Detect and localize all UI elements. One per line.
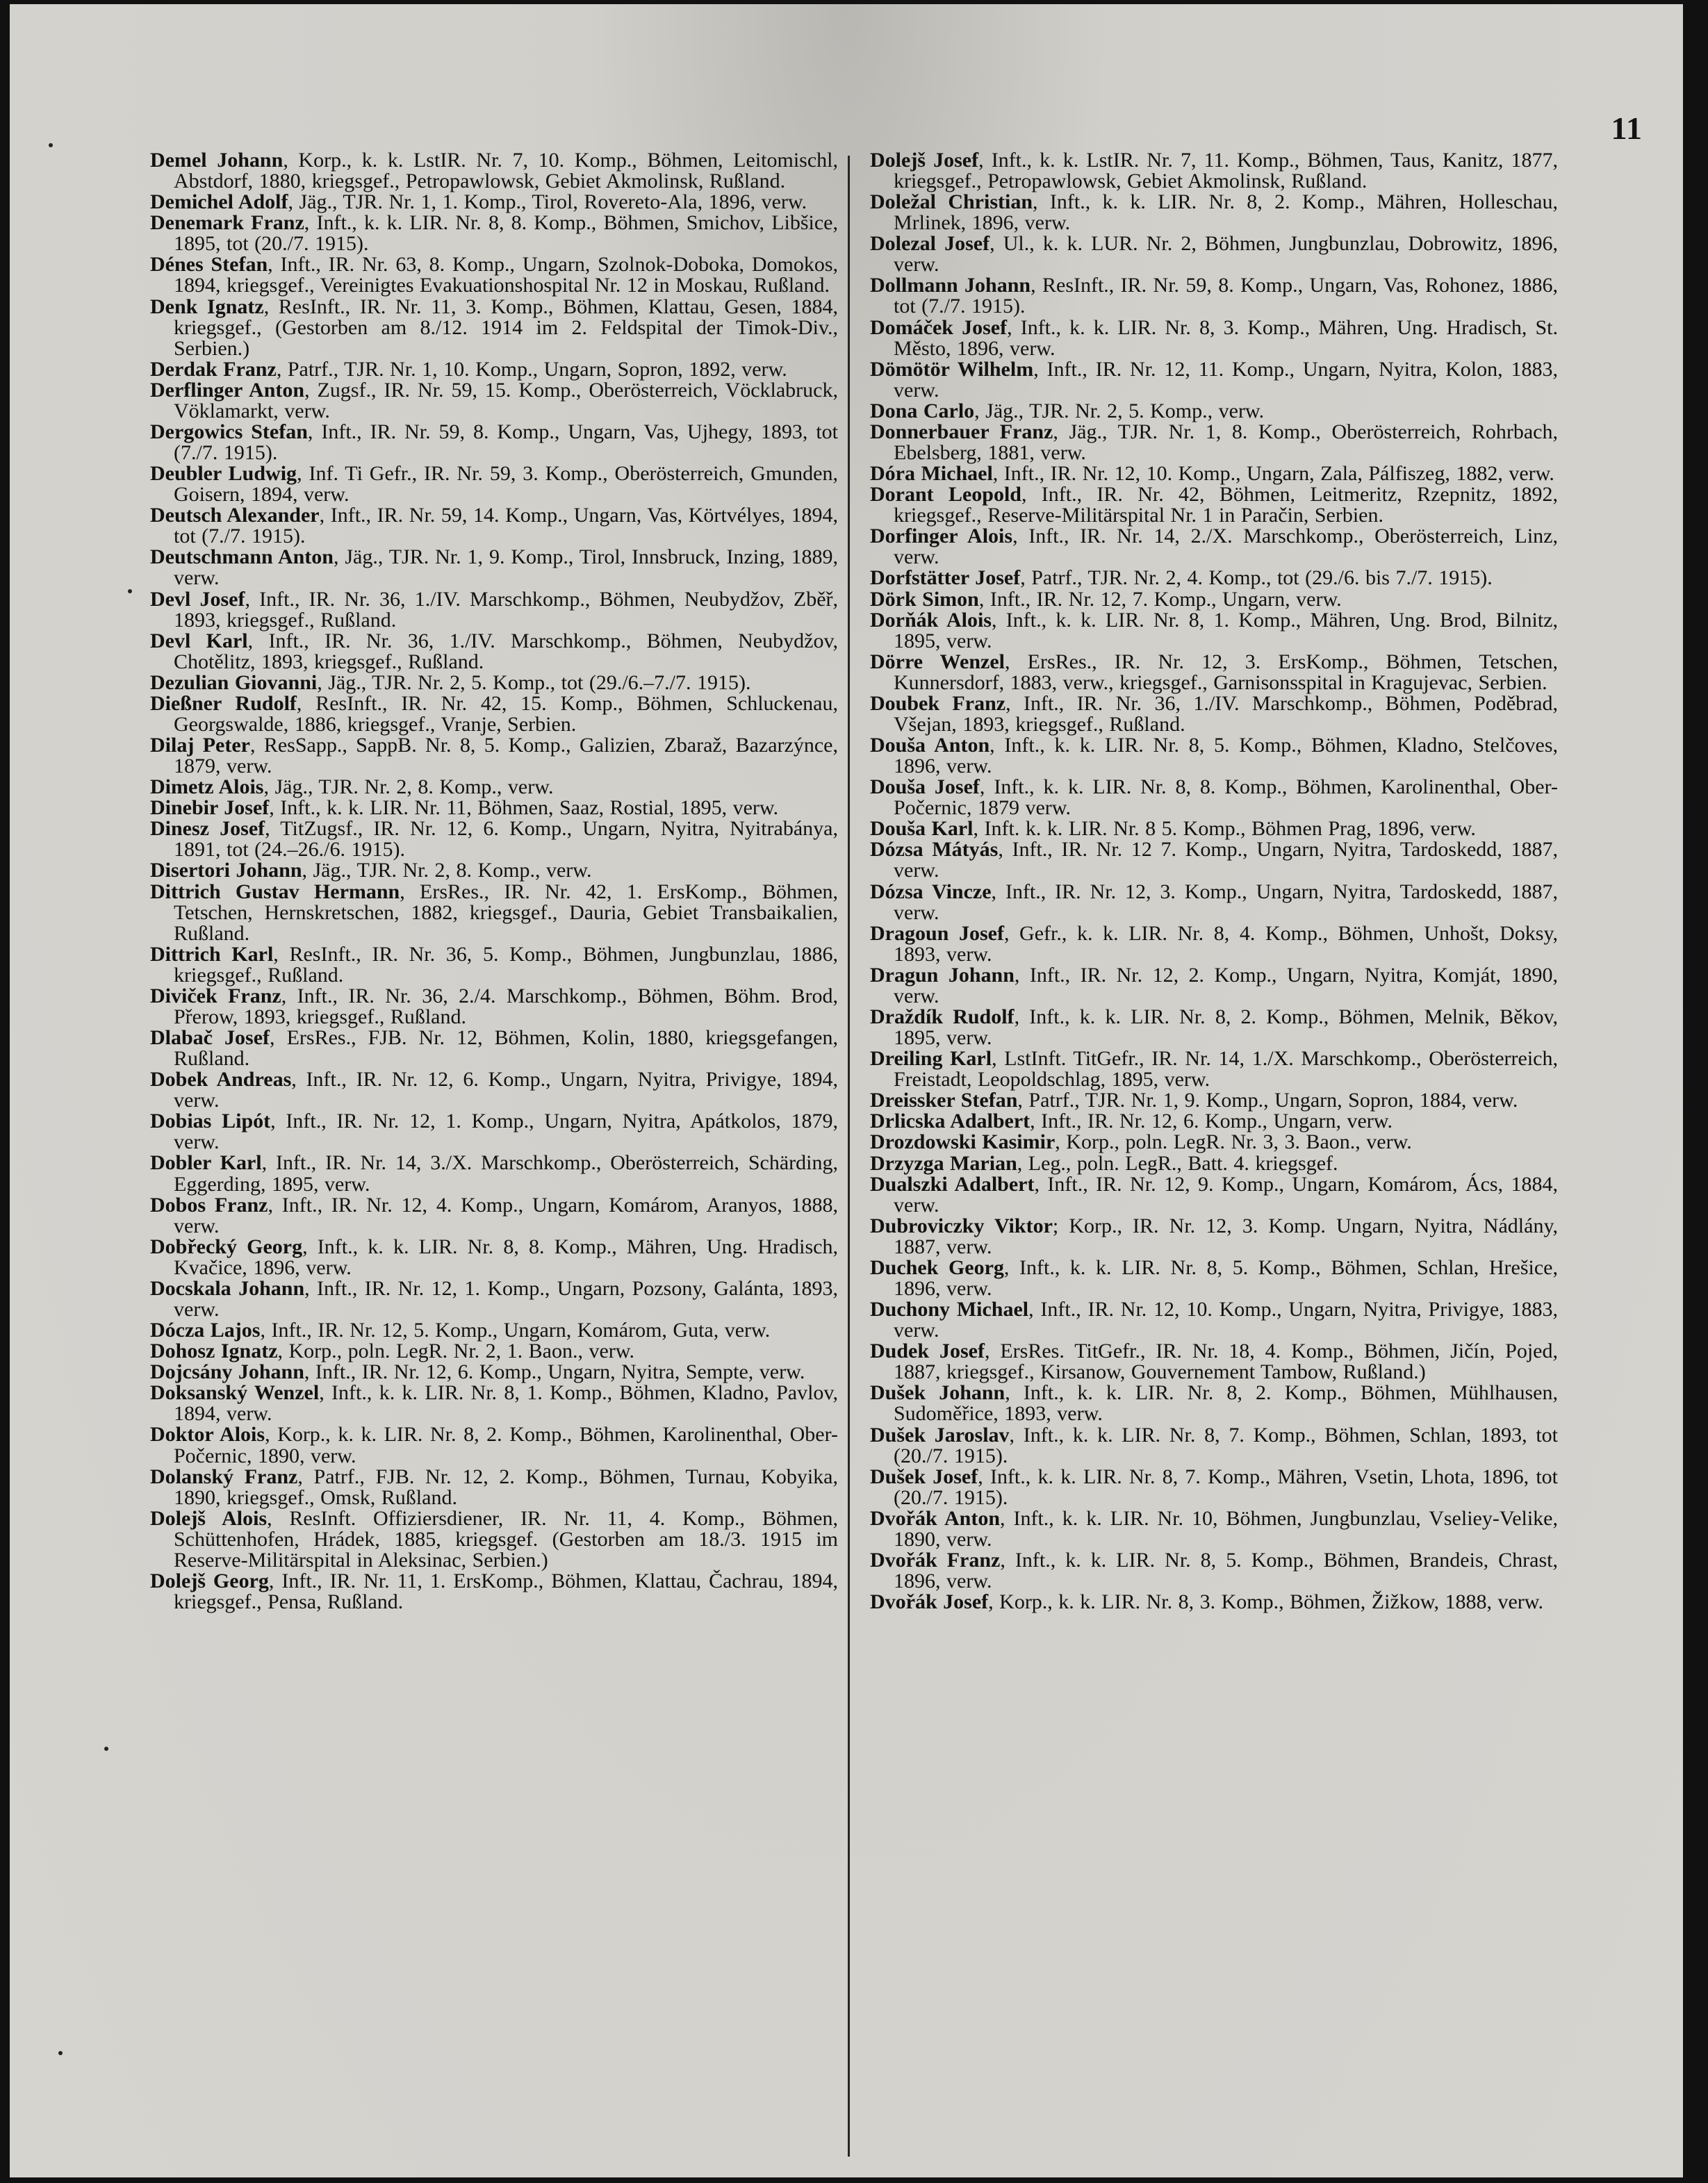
entry-details: , Inft., IR. Nr. 12, 6. Komp., Ungarn, Nyitra, Privigye, 1894, verw. [174,1068,838,1112]
entry-name: Dušek Jaroslav [870,1423,1010,1447]
entry-details: , Gefr., k. k. LIR. Nr. 8, 4. Komp., Böhmen, Unhošt, Doksy, 1893, verw. [894,921,1558,966]
roster-entry [150,986,838,1028]
entry-details: , Inft., IR. Nr. 12, 4. Komp., Ungarn, Komárom, Aranyos, 1888, verw. [174,1193,838,1237]
roster-entry [150,670,838,694]
entry-name: Drlicska Adalbert [870,1110,1030,1133]
entry-details: , Jäg., TJR. Nr. 1, 8. Komp., Oberösterreich, Rohrbach, Ebelsberg, 1881, verw. [894,420,1558,464]
roster-entry [870,359,1558,401]
entry-name: Douša Karl [870,817,974,841]
entry-details: , Inft., IR. Nr. 14, 3./X. Marschkomp., Oberösterreich, Schärding, Eggerding, 1895, verw. [174,1151,838,1196]
entry-name: Douša Josef [870,775,980,799]
roster-entry [150,463,838,505]
entry-name: Dreissker Stefan [870,1089,1018,1112]
roster-entry [870,233,1558,275]
entry-name: Dezulian Giovanni [150,670,318,694]
entry-details: , Jäg., TJR. Nr. 2, 5. Komp., verw. [974,399,1265,422]
entry-name: Drzyzga Marian [870,1151,1017,1175]
roster-entry [150,1508,838,1571]
roster-entry [150,297,838,359]
entry-name: Dörre Wenzel [870,650,1005,673]
roster-entry [870,1153,1558,1174]
roster-entry [150,589,838,631]
entry-details: , Inft., k. k. LIR. Nr. 10, Böhmen, Jungbunzlau, Vseliey-Velike, 1890, verw. [894,1506,1558,1551]
paper-speck [104,1747,108,1751]
entry-details: , Inft., IR. Nr. 12, 10. Komp., Ungarn, Nyitra, Privigye, 1883, verw. [894,1298,1558,1342]
entry-details: , Inft., IR. Nr. 42, Böhmen, Leitmeritz, Rzepnitz, 1892, kriegsgef., Reserve-Militärspital Nr. 1 in Paračin, Serbien. [894,483,1558,527]
entry-name: Derflinger Anton [150,378,305,402]
entry-name: Deubler Ludwig [150,462,297,486]
entry-name: Dimetz Alois [150,775,264,799]
entry-details: , Leg., poln. LegR., Batt. 4. kriegsgef. [1017,1151,1338,1175]
entry-details: , ResInft., IR. Nr. 11, 3. Komp., Böhmen, Klattau, Gesen, 1884, kriegsgef., (Gestorben am 8./12. 1914 im 2. Feldspital der Timok-Div., Serbien.) [174,295,838,360]
entry-details: , Inft., IR. Nr. 12, 9. Komp., Ungarn, Komárom, Ács, 1884, verw. [894,1172,1558,1217]
roster-entry [870,315,1558,360]
paper-speck [128,589,132,593]
roster-entry [150,254,838,296]
entry-details: , Inft., k. k. LIR. Nr. 8, 3. Komp., Mähren, Ung. Hradisch, St. Město, 1896, verw. [894,315,1558,360]
entry-details: , Inft., k. k. LIR. Nr. 8, 5. Komp., Böhmen, Schlan, Hrešice, 1896, verw. [894,1255,1559,1300]
entry-name: Domáček Josef [870,315,1008,339]
entry-name: Dollmann Johann [870,274,1031,297]
roster-entry [150,1111,838,1153]
entry-details: , Inft., k. k. LIR. Nr. 8, 8. Komp., Mähren, Ung. Hradisch, Kvačice, 1896, verw. [174,1235,838,1279]
entry-details: , Inft., IR. Nr. 12, 6. Komp., Ungarn, verw. [1030,1110,1393,1133]
roster-entry [150,150,838,192]
roster-entry [870,610,1558,652]
entry-details: , Korp., k. k. LIR. Nr. 8, 2. Komp., Böhmen, Karolinenthal, Ober-Počernic, 1890, verw. [174,1423,838,1467]
entry-name: Dragoun Josef [870,921,1004,945]
entry-details: , ErsRes. TitGefr., IR. Nr. 18, 4. Komp., Böhmen, Jičín, Pojed, 1887, kriegsgef., Kirsanow, Gouvernement Tambow, Rußland.) [894,1340,1558,1384]
entry-name: Dolejš Josef [870,149,979,172]
entry-details: , Inft., k. k. LIR. Nr. 8, 5. Komp., Böhmen, Kladno, Stelčoves, 1896, verw. [894,734,1558,778]
roster-entry [870,818,1558,839]
roster-entry [870,1383,1558,1424]
entry-details: , ResInft. Offiziersdiener, IR. Nr. 11, 4. Komp., Böhmen, Schüttenhofen, Hrádek, 1885, kriegsgef. (Gestorben am 18./3. 1915 im Reserve-Militärspital in Aleksinac, Serbien.) [174,1506,838,1572]
entry-details: , Inft., k. k. LIR. Nr. 8, 2. Komp., Mähren, Holleschau, Mrlinek, 1896, verw. [894,190,1558,235]
entry-details: , Inft., k. k. LIR. Nr. 8, 8. Komp., Böhmen, Karolinenthal, Ober-Počernic, 1879 verw. [894,775,1558,820]
roster-entry [870,1299,1558,1341]
entry-name: Dorfinger Alois [870,525,1013,548]
entry-name: Dušek Josef [870,1465,978,1488]
entry-name: Dolezal Josef [870,232,990,256]
entry-name: Dvořák Franz [870,1548,1001,1572]
entry-name: Dragun Johann [870,963,1015,987]
right-column [870,150,1558,1613]
entry-name: Dojcsány Johann [150,1360,304,1384]
entry-details: , Korp., poln. LegR. Nr. 3, 3. Baon., verw. [1055,1130,1412,1154]
entry-name: Dießner Rudolf [150,691,297,715]
roster-entry [150,735,838,777]
entry-name: Dittrich Karl [150,942,274,966]
roster-entry [870,589,1558,610]
entry-details: , Inft., IR. Nr. 12, 5. Komp., Ungarn, Komárom, Guta, verw. [260,1319,771,1342]
entry-details: , Zugsf., IR. Nr. 59, 15. Komp., Oberösterreich, Vöcklabruck, Vöklamarkt, verw. [174,378,838,422]
paper-speck [58,2051,63,2055]
roster-entry [150,505,838,547]
roster-entry [870,1467,1558,1508]
entry-name: Dolejš Alois [150,1506,268,1530]
document-page [10,4,1683,2177]
entry-name: Dobřecký Georg [150,1235,303,1258]
roster-entry [870,693,1558,735]
entry-details: , Inft., IR. Nr. 36, 1./IV. Marschkomp., Böhmen, Neubydžov, Chotělitz, 1893, kriegsgef., Rußland. [174,629,838,673]
entry-details: , Inft., k. k. LIR. Nr. 8, 1. Komp., Böhmen, Kladno, Pavlov, 1894, verw. [174,1381,838,1426]
roster-entry [870,1508,1558,1550]
entry-name: Denemark Franz [150,211,304,235]
roster-entry [150,1362,838,1383]
roster-entry [150,192,838,213]
roster-entry [870,1048,1558,1090]
entry-details: , Inf. Ti Gefr., IR. Nr. 59, 3. Komp., Oberösterreich, Gmunden, Goisern, 1894, verw. [174,462,838,506]
entry-details: , Jäg., TJR. Nr. 2, 8. Komp., verw. [263,775,554,799]
entry-name: Derdak Franz [150,357,277,381]
roster-entry [150,860,838,881]
entry-details: , Inft., IR. Nr. 12, 1. Komp., Ungarn, Pozsony, Galánta, 1893, verw. [174,1276,838,1321]
entry-name: Dlabač Josef [150,1026,270,1050]
roster-entry [870,275,1558,317]
entry-details: , Inft., IR. Nr. 36, 2./4. Marschkomp., Böhmen, Böhm. Brod, Přerow, 1893, kriegsgef., Rußland. [174,984,838,1028]
roster-entry [870,526,1558,568]
entry-details: , Inft., k. k. LIR. Nr. 8, 7. Komp., Mähren, Vsetin, Lhota, 1896, tot (20./7. 1915). [894,1465,1558,1509]
entry-details: , Inft., IR. Nr. 12, 6. Komp., Ungarn, Nyitra, Sempte, verw. [304,1360,805,1384]
entry-name: Dilaj Peter [150,734,250,757]
entry-name: Drozdowski Kasimir [870,1130,1056,1154]
entry-details: , Inft., k. k. LIR. Nr. 11, Böhmen, Saaz, Rostial, 1895, verw. [269,796,779,820]
entry-name: Devl Karl [150,629,248,652]
entry-details: , Inft., IR. Nr. 12, 10. Komp., Ungarn, Zala, Pálfiszeg, 1882, verw. [992,462,1554,486]
entry-name: Dorňák Alois [870,608,992,632]
roster-entry [870,777,1558,818]
entry-details: , Korp., k. k. LIR. Nr. 8, 3. Komp., Böhmen, Žižkow, 1888, verw. [988,1590,1544,1614]
roster-entry [870,484,1558,526]
entry-details: , Inft., IR. Nr. 12, 3. Komp., Ungarn, Nyitra, Tardoskedd, 1887, verw. [894,880,1558,924]
entry-name: Dobos Franz [150,1193,268,1217]
roster-entry [870,1425,1558,1467]
entry-name: Dolanský Franz [150,1465,298,1488]
entry-name: Doležal Christian [870,190,1033,214]
left-column [150,150,838,1613]
entry-name: Dömötör Wilhelm [870,357,1034,381]
entry-details: , Inft., IR. Nr. 12, 11. Komp., Ungarn, Nyitra, Kolon, 1883, verw. [894,357,1558,402]
entry-details: , Jäg., TJR. Nr. 1, 1. Komp., Tirol, Rovereto-Ala, 1896, verw. [288,190,807,214]
entry-details: , Patrf., TJR. Nr. 1, 9. Komp., Ungarn, Sopron, 1884, verw. [1017,1089,1518,1112]
entry-name: Devl Josef [150,587,245,611]
entry-name: Demel Johann [150,149,284,172]
roster-entry [870,463,1558,484]
roster-entry [870,401,1558,422]
roster-entry [870,568,1558,588]
entry-details: , Inft., IR. Nr. 36, 1./IV. Marschkomp., Böhmen, Neubydžov, Zběř, 1893, kriegsgef., Rußland. [174,587,838,632]
entry-name: Demichel Adolf [150,190,288,214]
entry-name: Dudek Josef [870,1340,985,1363]
entry-details: , Inft., IR. Nr. 12, 7. Komp., Ungarn, verw. [978,587,1342,611]
entry-details: , Inft., IR. Nr. 59, 14. Komp., Ungarn, Vas, Körtvélyes, 1894, tot (7./7. 1915). [174,504,838,548]
roster-entry [150,1278,838,1320]
entry-details: , ResSapp., SappB. Nr. 8, 5. Komp., Galizien, Zbaraž, Bazarzýnce, 1879, verw. [174,734,838,778]
entry-details: , Korp., poln. LegR. Nr. 2, 1. Baon., verw. [277,1340,635,1363]
entry-details: , Korp., k. k. LstIR. Nr. 7, 10. Komp., Böhmen, Leitomischl, Abstdorf, 1880, kriegsgef., Petropawlowsk, Gebiet Akmolinsk, Rußland. [174,149,838,193]
roster-entry [150,1069,838,1111]
entry-name: Disertori Johann [150,859,302,882]
roster-entry [870,1216,1558,1258]
entry-name: Dózsa Mátyás [870,838,999,862]
roster-entry [150,1467,838,1508]
roster-entry [870,652,1558,693]
entry-name: Deutsch Alexander [150,504,320,527]
roster-entry [870,192,1558,233]
entry-name: Dona Carlo [870,399,975,422]
entry-details: , Inft., IR. Nr. 12, 1. Komp., Ungarn, Nyitra, Apátkolos, 1879, verw. [174,1110,838,1154]
entry-details: , Inft. k. k. LIR. Nr. 8 5. Komp., Böhmen Prag, 1896, verw. [973,817,1476,841]
roster-entry [150,944,838,986]
roster-entry [150,693,838,735]
entry-name: Dittrich Gustav Hermann [150,880,400,903]
roster-entry [870,422,1558,463]
entry-name: Draždík Rudolf [870,1005,1015,1028]
roster-entry [150,380,838,422]
entry-name: Dvořák Anton [870,1506,1001,1530]
page-number: 11 [1611,110,1643,146]
roster-entry [870,965,1558,1007]
entry-name: Diviček Franz [150,984,281,1007]
roster-entry [870,1174,1558,1216]
roster-entry [150,631,838,673]
entry-details: , Inft., k. k. LIR. Nr. 8, 5. Komp., Böhmen, Brandeis, Chrast, 1896, verw. [894,1548,1558,1592]
roster-entry [870,150,1558,192]
entry-name: Doksanský Wenzel [150,1381,320,1405]
roster-entry [150,1383,838,1424]
entry-name: Dubroviczky Viktor [870,1214,1053,1237]
entry-details: , Inft., k. k. LIR. Nr. 8, 1. Komp., Mähren, Ung. Brod, Bilnitz, 1895, verw. [894,608,1558,652]
entry-details: , LstInft. TitGefr., IR. Nr. 14, 1./X. Marschkomp., Oberösterreich, Freistadt, Leopoldschlag, 1895, verw. [894,1047,1558,1092]
roster-entry [150,213,838,254]
roster-entry [870,1550,1558,1592]
roster-entry [870,839,1558,881]
roster-entry [870,1090,1558,1111]
entry-name: Deutschmann Anton [150,545,334,569]
entry-name: Docskala Johann [150,1276,305,1300]
entry-name: Duchek Georg [870,1255,1004,1279]
roster-entry [870,1255,1559,1300]
entry-name: Duchony Michael [870,1298,1029,1321]
entry-details: , Inft., k. k. LIR. Nr. 8, 2. Komp., Böhmen, Mühlhausen, Sudoměřice, 1893, verw. [894,1381,1558,1426]
entry-name: Denk Ignatz [150,295,264,318]
entry-name: Doubek Franz [870,691,1006,715]
entry-details: , Jäg., TJR. Nr. 1, 9. Komp., Tirol, Innsbruck, Inzing, 1889, verw. [174,545,838,590]
entry-name: Dinebir Josef [150,796,270,820]
entry-details: , ResInft., IR. Nr. 59, 8. Komp., Ungarn, Vas, Rohonez, 1886, tot (7./7. 1915). [894,274,1559,318]
roster-entry [150,422,838,463]
roster-entry [150,547,838,588]
entry-name: Dergowics Stefan [150,420,308,443]
entry-name: Dócza Lajos [150,1319,261,1342]
roster-entry [150,1153,838,1194]
entry-details: , ErsRes., IR. Nr. 42, 1. ErsKomp., Böhmen, Tetschen, Hernskretschen, 1882, kriegsgef., Dauria, Gebiet Transbaikalien, Rußland. [174,880,839,945]
entry-details: , Patrf., TJR. Nr. 2, 4. Komp., tot (29./6. bis 7./7. 1915). [1020,566,1493,590]
entry-details: , Jäg., TJR. Nr. 2, 8. Komp., verw. [302,859,592,882]
entry-name: Dvořák Josef [870,1590,989,1614]
entry-details: , Inft., k. k. LIR. Nr. 8, 2. Komp., Böhmen, Melnik, Běkov, 1895, verw. [894,1005,1559,1050]
roster-entry [870,1111,1558,1132]
entry-details: , Inft., IR. Nr. 14, 2./X. Marschkomp., Oberösterreich, Linz, verw. [894,525,1559,569]
entry-name: Douša Anton [870,734,990,757]
roster-entry [150,1424,838,1466]
entry-name: Donnerbauer Franz [870,420,1053,443]
entry-details: , Inft., IR. Nr. 12, 2. Komp., Ungarn, Nyitra, Komját, 1890, verw. [894,963,1558,1007]
entry-name: Dóra Michael [870,462,993,486]
entry-details: , Inft., k. k. LIR. Nr. 8, 8. Komp., Böhmen, Smichov, Libšice, 1895, tot (20./7. 1915). [174,211,838,256]
entry-details: , Jäg., TJR. Nr. 2, 5. Komp., tot (29./6.–7./7. 1915). [317,670,751,694]
entry-details: , ResInft., IR. Nr. 42, 15. Komp., Böhmen, Schluckenau, Georgswalde, 1886, kriegsgef., Vranje, Serbien. [174,691,838,736]
entry-details: , Inft., IR. Nr. 63, 8. Komp., Ungarn, Szolnok-Doboka, Domokos, 1894, kriegsgef., Vereinigtes Evakuationshospital Nr. 12 in Moskau, Rußland. [174,253,838,297]
roster-entry [150,1320,838,1341]
roster-entry [870,1132,1558,1153]
entry-name: Dolejš Georg [150,1569,269,1592]
entry-name: Dózsa Vincze [870,880,992,903]
entry-name: Dörk Simon [870,587,979,611]
entry-details: , ResInft., IR. Nr. 36, 5. Komp., Böhmen, Jungbunzlau, 1886, kriegsgef., Rußland. [174,942,838,987]
entry-details: , Inft., IR. Nr. 36, 1./IV. Marschkomp., Böhmen, Poděbrad, Všejan, 1893, kriegsgef., Rußland. [894,691,1558,736]
entry-name: Dobek Andreas [150,1068,292,1092]
roster-entry [150,1237,838,1278]
entry-name: Dorant Leopold [870,483,1021,506]
entry-details: , Ul., k. k. LUR. Nr. 2, Böhmen, Jungbunzlau, Dobrowitz, 1896, verw. [894,232,1558,277]
entry-name: Dénes Stefan [150,253,268,277]
entry-details: , ErsRes., FJB. Nr. 12, Böhmen, Kolin, 1880, kriegsgefangen, Rußland. [174,1026,838,1071]
entry-details: , Inft., IR. Nr. 11, 1. ErsKomp., Böhmen, Klattau, Čachrau, 1894, kriegsgef., Pensa, Rußland. [174,1569,838,1613]
roster-entry [150,1341,838,1362]
roster-entry [150,1195,838,1237]
entry-details: ; Korp., IR. Nr. 12, 3. Komp. Ungarn, Nyitra, Nádlány, 1887, verw. [894,1214,1558,1258]
entry-details: , Inft., k. k. LIR. Nr. 8, 7. Komp., Böhmen, Schlan, 1893, tot (20./7. 1915). [894,1423,1558,1467]
column-divider [848,156,850,2157]
entry-details: , ErsRes., IR. Nr. 12, 3. ErsKomp., Böhmen, Tetschen, Kunnersdorf, 1883, verw., kriegsgef., Garnisonsspital in Kragujevac, Serbien. [894,650,1558,694]
roster-entry [870,1592,1558,1613]
entry-details: , TitZugsf., IR. Nr. 12, 6. Komp., Ungarn, Nyitra, Nyitrabánya, 1891, tot (24.–26./6. 1915). [174,817,838,862]
roster-entry [870,735,1558,777]
roster-entry [870,923,1558,965]
entry-name: Dorfstätter Josef [870,566,1021,590]
entry-details: , Inft., k. k. LstIR. Nr. 7, 11. Komp., Böhmen, Taus, Kanitz, 1877, kriegsgef., Petropawlowsk, Gebiet Akmolinsk, Rußland. [894,149,1558,193]
entry-name: Dualszki Adalbert [870,1172,1035,1196]
roster-entry [150,1028,838,1069]
roster-entry [150,818,838,860]
entry-details: , Inft., IR. Nr. 12 7. Komp., Ungarn, Nyitra, Tardoskedd, 1887, verw. [894,838,1558,882]
roster-entry [150,1571,838,1613]
roster-entry [150,359,838,380]
entry-name: Dohosz Ignatz [150,1340,278,1363]
entry-details: , Inft., IR. Nr. 59, 8. Komp., Ungarn, Vas, Ujhegy, 1893, tot (7./7. 1915). [174,420,838,464]
entry-details: , Patrf., TJR. Nr. 1, 10. Komp., Ungarn, Sopron, 1892, verw. [276,357,787,381]
roster-entry [870,1007,1558,1048]
roster-entry [150,777,838,798]
entry-details: , Patrf., FJB. Nr. 12, 2. Komp., Böhmen, Turnau, Kobyika, 1890, kriegsgef., Omsk, Rußland. [174,1465,839,1509]
roster-entry [150,798,838,818]
entry-name: Dobler Karl [150,1151,262,1175]
entry-name: Dušek Johann [870,1381,1005,1405]
paper-speck [49,143,53,147]
entry-name: Dreiling Karl [870,1047,992,1071]
entry-name: Doktor Alois [150,1423,265,1447]
roster-entry [150,882,838,944]
roster-entry [870,1341,1558,1383]
roster-entry [870,882,1558,923]
entry-name: Dinesz Josef [150,817,265,841]
entry-name: Dobias Lipót [150,1110,271,1133]
